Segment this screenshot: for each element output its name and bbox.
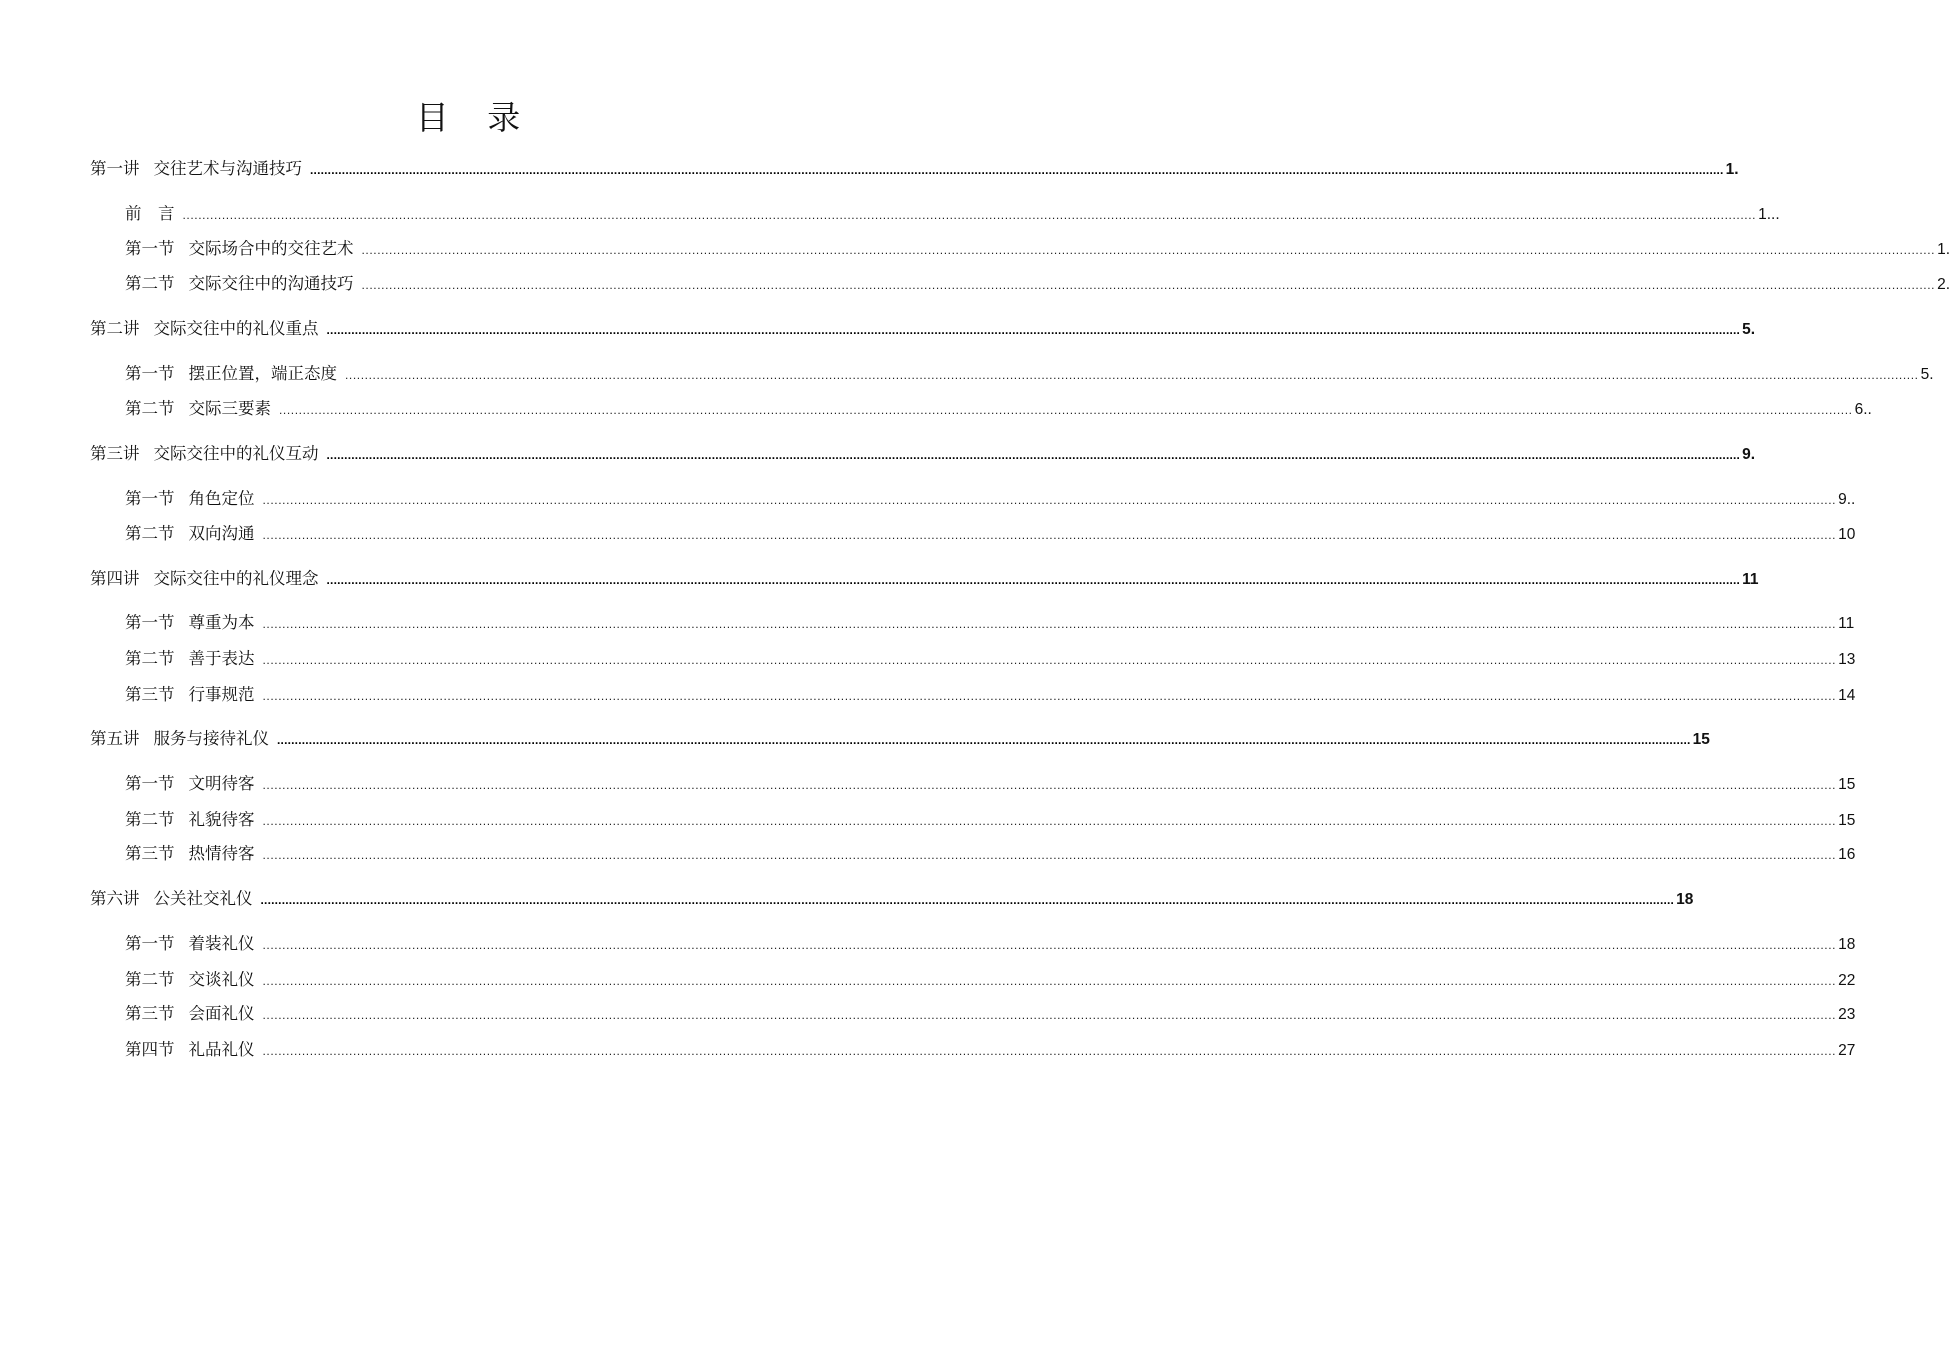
toc-chapter-entry[interactable] [90,887,1694,911]
toc-page-number: 9.. [1838,491,1856,508]
toc-chapter-entry[interactable] [90,727,1710,751]
toc-entry-number: 第三节 [125,844,175,863]
toc-section-entry[interactable] [125,968,1856,992]
toc-entry-title: 着装礼仪 [188,934,255,953]
toc-page-number: 5. [1920,366,1934,383]
toc-entry-title: 交际场合中的交往艺术 [188,239,354,258]
toc-section-entry[interactable] [125,522,1856,546]
toc-page-number: 15 [1838,776,1856,793]
toc-entry-title: 礼品礼仪 [188,1040,255,1059]
toc-entry-number: 第一节 [125,774,175,793]
toc-entry-number: 第四节 [125,1040,175,1059]
toc-entry-title: 善于表达 [188,649,255,668]
toc-section-entry[interactable] [125,683,1856,707]
toc-page-number: 1. [1937,241,1950,258]
toc-entry-number: 第二节 [125,970,175,989]
toc-entry-number: 第五讲 [90,729,140,748]
toc-page-number: 11 [1742,571,1759,588]
toc-page-number: 5. [1742,321,1756,338]
toc-chapter-entry[interactable] [90,157,1739,181]
toc-page-number: 23 [1838,1006,1856,1023]
toc-entry-number: 第一节 [125,613,175,632]
toc-leader-dots: ................................................................................................................................................................................................................................................................................................................................................................................................................ [182,208,1757,222]
toc-entry-title: 公关社交礼仪 [153,889,253,908]
toc-entry-number: 第三讲 [90,444,140,463]
toc-section-entry[interactable] [125,202,1780,226]
toc-entry-title: 摆正位置，端正态度 [188,364,337,383]
toc-leader-dots: ................................................................................................................................................................................................................................................................................................................................................................................................................ [361,243,1936,257]
toc-section-entry[interactable] [125,647,1856,671]
toc-section-entry[interactable] [125,772,1856,796]
toc-page-number: 14 [1838,687,1856,704]
toc-entry-number: 第一节 [125,934,175,953]
toc-leader-dots: ................................................................................................................................................................................................................................................................................................................................................................................................................ [277,733,1691,747]
toc-entry-number: 第二节 [125,274,175,293]
toc-section-entry[interactable] [125,611,1855,635]
toc-entry-title: 交际交往中的礼仪理念 [153,569,319,588]
toc-leader-dots: ................................................................................................................................................................................................................................................................................................................................................................................................................ [262,1008,1837,1022]
toc-section-entry[interactable] [125,842,1856,866]
toc-leader-dots: ................................................................................................................................................................................................................................................................................................................................................................................................................ [262,974,1837,988]
toc-page-number: 15 [1838,812,1856,829]
toc-leader-dots: ................................................................................................................................................................................................................................................................................................................................................................................................................ [262,938,1837,952]
toc-page-number: 15 [1692,731,1710,748]
toc-entry-title: 双向沟通 [188,524,255,543]
toc-page-number: 1. [1725,161,1739,178]
toc-page-number: 18 [1676,891,1694,908]
toc-leader-dots: ................................................................................................................................................................................................................................................................................................................................................................................................................ [326,323,1741,337]
toc-section-entry[interactable] [125,237,1950,261]
toc-leader-dots: ................................................................................................................................................................................................................................................................................................................................................................................................................ [262,617,1837,631]
toc-chapter-entry[interactable] [90,442,1756,466]
toc-leader-dots: ................................................................................................................................................................................................................................................................................................................................................................................................................ [262,689,1837,703]
toc-leader-dots: ................................................................................................................................................................................................................................................................................................................................................................................................................ [262,848,1837,862]
toc-leader-dots: ................................................................................................................................................................................................................................................................................................................................................................................................................ [310,163,1724,177]
toc-chapter-entry[interactable] [90,567,1759,591]
toc-page-number: 22 [1838,972,1856,989]
toc-entry-title: 热情待客 [188,844,255,863]
toc-entry-number: 第六讲 [90,889,140,908]
toc-page-number: 6.. [1854,401,1872,418]
toc-leader-dots: ................................................................................................................................................................................................................................................................................................................................................................................................................ [262,814,1837,828]
toc-leader-dots: ................................................................................................................................................................................................................................................................................................................................................................................................................ [262,778,1837,792]
toc-page-number: 10 [1838,526,1856,543]
toc-entry-number: 第一节 [125,489,175,508]
toc-leader-dots: ................................................................................................................................................................................................................................................................................................................................................................................................................ [262,1044,1837,1058]
toc-entry-title: 礼貌待客 [188,810,255,829]
toc-entry-number: 前 言 [125,204,175,223]
toc-leader-dots: ................................................................................................................................................................................................................................................................................................................................................................................................................ [260,893,1675,907]
toc-entry-title: 尊重为本 [188,613,255,632]
toc-entry-title: 交谈礼仪 [188,970,255,989]
toc-entry-title: 交际交往中的礼仪重点 [153,319,319,338]
toc-entry-number: 第一节 [125,364,175,383]
toc-entry-title: 交往艺术与沟通技巧 [153,159,302,178]
toc-page-number: 1... [1758,206,1780,223]
toc-entry-number: 第二节 [125,399,175,418]
toc-page-number: 9. [1742,446,1756,463]
toc-leader-dots: ................................................................................................................................................................................................................................................................................................................................................................................................................ [326,573,1741,587]
toc-page-number: 13 [1838,651,1856,668]
toc-entry-title: 行事规范 [188,685,255,704]
toc-section-entry[interactable] [125,272,1950,296]
toc-page-number: 18 [1838,936,1856,953]
toc-leader-dots: ................................................................................................................................................................................................................................................................................................................................................................................................................ [262,493,1837,507]
toc-leader-dots: ................................................................................................................................................................................................................................................................................................................................................................................................................ [262,653,1837,667]
toc-entry-number: 第一节 [125,239,175,258]
toc-section-entry[interactable] [125,808,1856,832]
toc-leader-dots: ................................................................................................................................................................................................................................................................................................................................................................................................................ [361,278,1936,292]
toc-entry-number: 第三节 [125,1004,175,1023]
page-title: 目 录 [415,98,535,137]
toc-entry-number: 第二节 [125,649,175,668]
toc-leader-dots: ................................................................................................................................................................................................................................................................................................................................................................................................................ [345,368,1919,382]
toc-entry-title: 文明待客 [188,774,255,793]
toc-page-number: 27 [1838,1042,1856,1059]
toc-entry-title: 服务与接待礼仪 [153,729,269,748]
toc-entry-title: 交际交往中的礼仪互动 [153,444,319,463]
toc-section-entry[interactable] [125,487,1856,511]
toc-section-entry[interactable] [125,932,1856,956]
toc-page-number: 11 [1838,615,1855,632]
toc-entry-number: 第二节 [125,810,175,829]
toc-leader-dots: ................................................................................................................................................................................................................................................................................................................................................................................................................ [279,403,1853,417]
toc-entry-title: 角色定位 [188,489,255,508]
toc-page-number: 2. [1937,276,1950,293]
toc-entry-title: 交际交往中的沟通技巧 [188,274,354,293]
toc-entry-title: 会面礼仪 [188,1004,255,1023]
toc-page-number: 16 [1838,846,1856,863]
toc-entry-number: 第二讲 [90,319,140,338]
toc-entry-number: 第四讲 [90,569,140,588]
toc-entry-number: 第二节 [125,524,175,543]
toc-leader-dots: ................................................................................................................................................................................................................................................................................................................................................................................................................ [262,528,1837,542]
toc-entry-title: 交际三要素 [188,399,271,418]
toc-chapter-entry[interactable] [90,317,1756,341]
toc-section-entry[interactable] [125,397,1872,421]
toc-section-entry[interactable] [125,1002,1856,1026]
toc-entry-number: 第三节 [125,685,175,704]
toc-leader-dots: ................................................................................................................................................................................................................................................................................................................................................................................................................ [326,448,1741,462]
toc-entry-number: 第一讲 [90,159,140,178]
toc-section-entry[interactable] [125,1038,1856,1062]
toc-section-entry[interactable] [125,362,1934,386]
